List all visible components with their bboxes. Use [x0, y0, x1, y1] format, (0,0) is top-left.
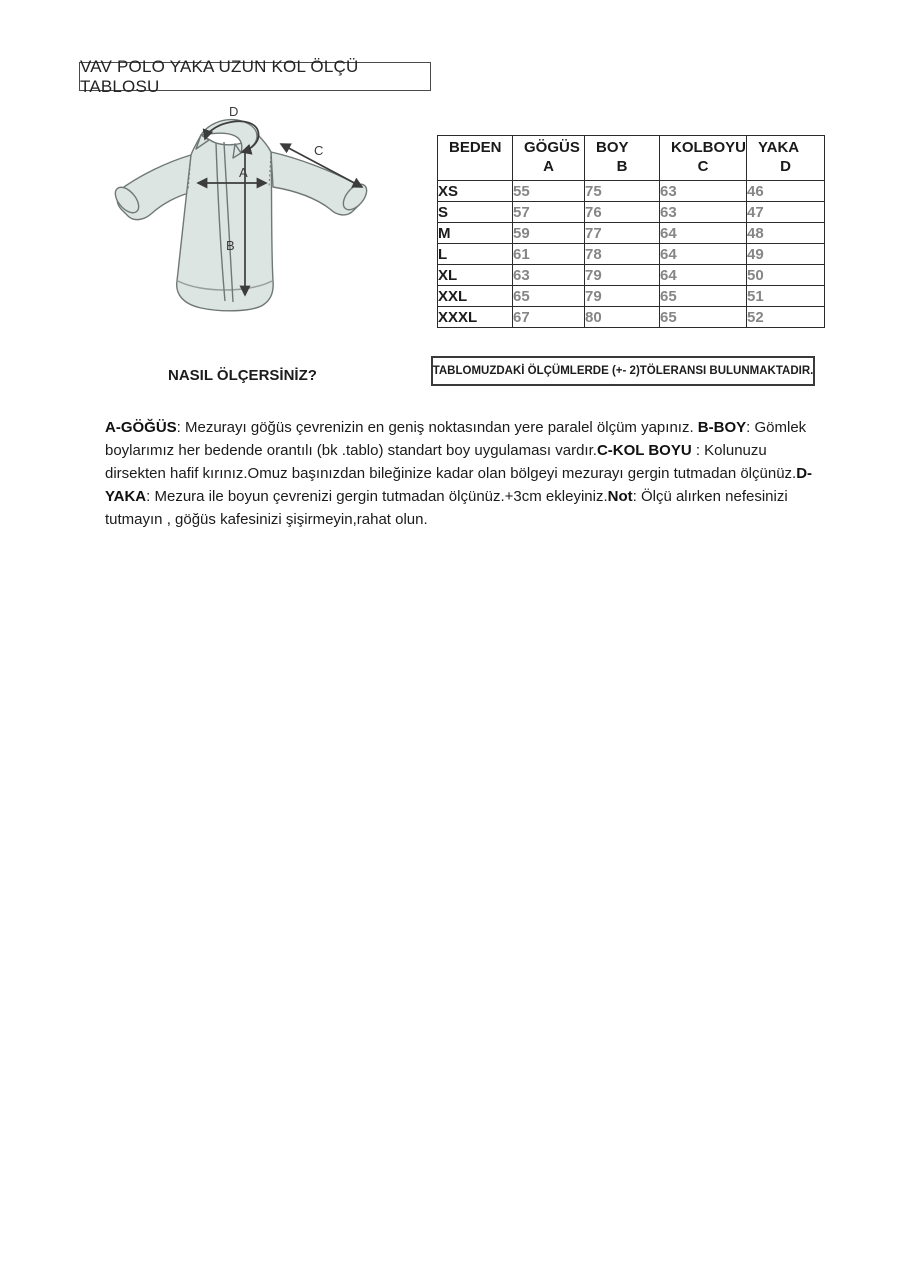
instruction-label-b: B-BOY	[697, 419, 747, 436]
value-cell: 61	[513, 244, 585, 265]
value-cell: 47	[747, 202, 825, 223]
table-row	[438, 265, 825, 286]
measure-instructions	[105, 416, 821, 531]
value-cell: 49	[747, 244, 825, 265]
label-c: C	[314, 143, 324, 158]
instruction-text-d: : Mezura ile boyun çevrenizi gergin tutmadan ölçünüz.+3cm ekleyiniz.	[146, 488, 608, 505]
header-gogus: GÖGÜS A	[513, 136, 585, 181]
size-table	[437, 135, 825, 328]
value-cell: 55	[513, 181, 585, 202]
size-cell: XL	[438, 265, 513, 286]
header-boy: BOY B	[585, 136, 660, 181]
size-table-header-row	[438, 136, 825, 181]
value-cell: 63	[513, 265, 585, 286]
instruction-label-not: Not	[607, 488, 633, 505]
value-cell: 63	[660, 202, 747, 223]
value-cell: 65	[513, 286, 585, 307]
value-cell: 59	[513, 223, 585, 244]
value-cell: 64	[660, 265, 747, 286]
tolerance-note: TABLOMUZDAKİ ÖLÇÜMLERDE (+- 2)TÖLERANSI BULUNMAKTADIR.	[432, 365, 814, 377]
value-cell: 63	[660, 181, 747, 202]
label-b: B	[226, 238, 235, 253]
value-cell: 78	[585, 244, 660, 265]
label-d: D	[229, 104, 239, 119]
table-row	[438, 286, 825, 307]
tolerance-note-box	[431, 356, 815, 386]
page-title: VAV POLO YAKA UZUN KOL ÖLÇÜ TABLOSU	[80, 56, 359, 96]
instruction-label-d: D-YAKA	[105, 465, 813, 505]
value-cell: 77	[585, 223, 660, 244]
how-to-measure-heading: NASIL ÖLÇERSİNİZ?	[168, 367, 317, 384]
value-cell: 52	[747, 307, 825, 328]
header-yaka: YAKA D	[747, 136, 825, 181]
value-cell: 51	[747, 286, 825, 307]
instruction-text-b: : Gömlek boylarımız her bedende orantılı (bk .tablo) standart boy uygulaması vardır.	[105, 419, 807, 459]
size-table-body	[438, 181, 825, 328]
value-cell: 79	[585, 265, 660, 286]
size-cell: L	[438, 244, 513, 265]
value-cell: 80	[585, 307, 660, 328]
label-a: A	[239, 165, 248, 180]
table-row	[438, 202, 825, 223]
instruction-text-not: : Ölçü alırken nefesinizi tutmayın , göğüs kafesinizi şişirmeyin,rahat olun.	[105, 488, 788, 528]
shirt-outline	[111, 120, 371, 311]
page-title-box	[79, 56, 431, 96]
value-cell: 64	[660, 223, 747, 244]
value-cell: 65	[660, 286, 747, 307]
table-row	[438, 307, 825, 328]
value-cell: 79	[585, 286, 660, 307]
instruction-text-c: : Kolunuzu dirsekten hafif kırınız.Omuz başınızdan bileğinize kadar olan bölgeyi mezurayı gergin tutmadan ölçünüz.	[105, 442, 797, 482]
shirt-diagram-svg	[105, 95, 395, 335]
value-cell: 75	[585, 181, 660, 202]
header-kolboyu: KOLBOYU C	[660, 136, 747, 181]
value-cell: 48	[747, 223, 825, 244]
value-cell: 67	[513, 307, 585, 328]
value-cell: 64	[660, 244, 747, 265]
shirt-measurement-diagram	[105, 95, 395, 335]
table-row	[438, 223, 825, 244]
size-cell: XXXL	[438, 307, 513, 328]
table-row	[438, 244, 825, 265]
value-cell: 50	[747, 265, 825, 286]
header-beden: BEDEN	[438, 136, 513, 181]
size-cell: XS	[438, 181, 513, 202]
table-row	[438, 181, 825, 202]
instruction-label-c: C-KOL BOYU	[596, 442, 692, 459]
value-cell: 46	[747, 181, 825, 202]
instruction-label-a: A-GÖĞÜS	[105, 419, 177, 436]
size-cell: S	[438, 202, 513, 223]
value-cell: 65	[660, 307, 747, 328]
size-cell: XXL	[438, 286, 513, 307]
instruction-text-a: : Mezurayı göğüs çevrenizin en geniş noktasından yere paralel ölçüm yapınız.	[176, 419, 698, 436]
value-cell: 57	[513, 202, 585, 223]
size-cell: M	[438, 223, 513, 244]
value-cell: 76	[585, 202, 660, 223]
